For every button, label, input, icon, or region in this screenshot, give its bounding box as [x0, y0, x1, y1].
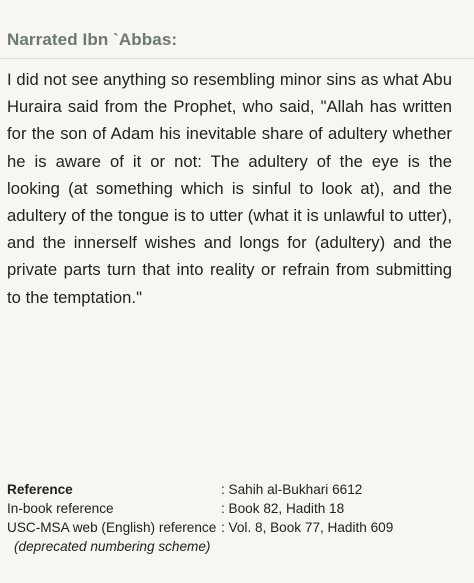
hadith-text: I did not see anything so resembling minor sins as what Abu Huraira said from the Prophet, who said, "Allah has written for the son of Adam his inevitable share of adultery whether he is aware of it or not: The adultery of the eye is the looking (at something which is sinful to look at), and the adultery of the tongue is to utter (what it is unlawful to utter), and the innerself wishes and longs for (adultery) and the private parts turn that into reality or refrain from submitting to the temptation." [7, 70, 452, 307]
deprecated-note: (deprecated numbering scheme) [14, 539, 211, 554]
in-book-reference-value: : Book 82, Hadith 18 [221, 501, 345, 517]
narrator-heading: Narrated Ibn `Abbas: [7, 30, 178, 49]
reference-value: : Sahih al-Bukhari 6612 [221, 482, 363, 497]
in-book-reference-label: In-book reference [7, 501, 114, 517]
usc-msa-reference-value: : Vol. 8, Book 77, Hadith 609 [221, 520, 394, 536]
reference-label: Reference [7, 482, 73, 497]
divider [0, 58, 474, 59]
usc-msa-reference-label: USC-MSA web (English) reference [7, 520, 217, 536]
